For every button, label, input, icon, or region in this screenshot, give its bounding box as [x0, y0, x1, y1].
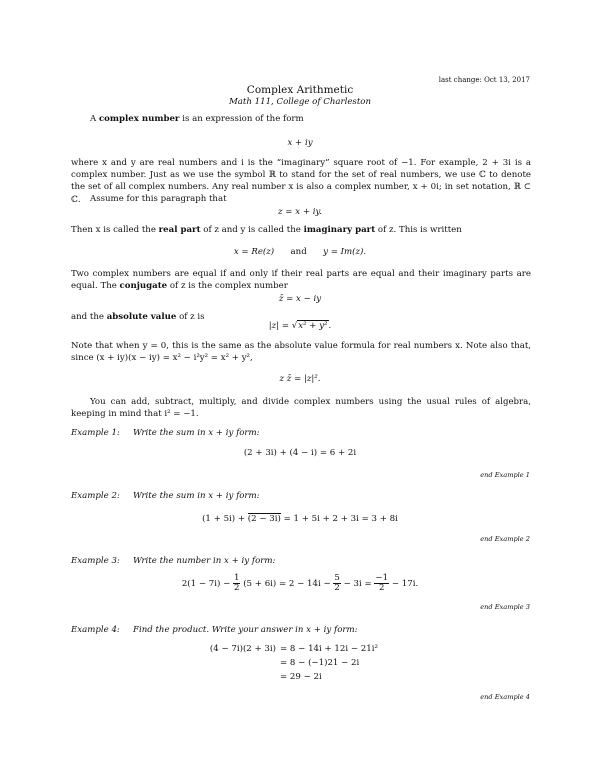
equation-form: x + iy [287, 138, 313, 148]
assume-paragraph: Assume for this paragraph that [90, 194, 227, 204]
page-subtitle: Math 111, College of Charleston [229, 97, 371, 107]
fraction-3: $\frac{-1}{2}$ [375, 573, 389, 593]
term-imaginary-part: imaginary part [303, 225, 376, 235]
example-4-line-1: = 8 − 14i + 12i − 21i² [280, 644, 378, 654]
example-3-end: end Example 3 [480, 603, 530, 611]
example-4-lhs: (4 − 7i)(2 + 3i) [209, 644, 276, 654]
example-3-heading: Example 3: Write the number in x + iy form: [71, 556, 276, 566]
term-conjugate: conjugate [119, 281, 168, 292]
fraction-1: $\frac{1}{2}$ [234, 573, 240, 593]
example-4-line-3: = 29 − 2i [280, 672, 322, 682]
example-4-line-2: = 8 − (−1)21 − 2i [280, 658, 360, 668]
equation-z: z = x + iy. [278, 207, 322, 217]
definition-paragraph: where x and y are real numbers and i is the “imaginary” square root of −1. For example, 2 + 3i is a complex number. Just as we use the symbol ℝ to stand for the set of real numbers, we use ℂ to denote the set of all complex numbers. Any real number x is also a complex number, x + 0i; in set notation, ℝ ⊂ ℂ. [71, 158, 531, 205]
equation-absolute-value: |z| = √x² + y². [268, 321, 332, 331]
term-real-part: real part [158, 225, 201, 235]
intro-paragraph: A complex number is an expression of the form [90, 114, 304, 124]
equation-conjugate: z̄ = x − iy [278, 294, 322, 304]
example-2-equation: (1 + 5i) + (2 − 3i) = 1 + 5i + 2 + 3i = 3 + 8i [202, 514, 398, 524]
example-1-end: end Example 1 [480, 471, 530, 479]
conjugate-paragraph: Two complex numbers are equal if and only if their real parts are equal and their imaginary parts are equal. The conjugate of z is the complex number [71, 269, 531, 292]
example-2-heading: Example 2: Write the sum in x + iy form: [71, 491, 260, 501]
example-2-end: end Example 2 [480, 535, 530, 543]
example-3-equation: 2(1 − 7i) − $\frac{1}{2}$ (5 + 6i) = 2 − 14i − $\frac{5}{2}$ − 3i = $\frac{-1}{2}$ − 17i. [181, 573, 419, 593]
algebra-paragraph: You can add, subtract, multiply, and divide complex numbers using the usual rules of algebra, keeping in mind that i² = −1. [71, 397, 531, 420]
note-paragraph: Note that when y = 0, this is the same as the absolute value formula for real numbers x. Note also that, since (x + iy)(x − iy) = x² − i²y² = x² + y², [71, 341, 531, 364]
equation-re-im: x = Re(z) and y = Im(z). [233, 247, 367, 257]
fraction-2: $\frac{5}{2}$ [334, 573, 340, 593]
last-change-note: last change: Oct 13, 2017 [438, 76, 530, 84]
term-absolute-value: absolute value [106, 312, 177, 322]
conjugate-bar: (2 − 3i) [247, 514, 281, 524]
page-title: Complex Arithmetic [246, 84, 354, 96]
absolute-value-paragraph: and the absolute value of z is [71, 312, 205, 322]
example-1-equation: (2 + 3i) + (4 − i) = 6 + 2i [243, 448, 357, 458]
term-complex-number: complex number [98, 114, 180, 124]
example-4-heading: Example 4: Find the product. Write your answer in x + iy form: [71, 625, 358, 635]
example-4-end: end Example 4 [480, 693, 530, 701]
equation-zz: z z̄ = |z|². [279, 374, 321, 384]
parts-paragraph: Then x is called the real part of z and y is called the imaginary part of z. This is written [71, 225, 462, 235]
example-1-heading: Example 1: Write the sum in x + iy form: [71, 428, 260, 438]
